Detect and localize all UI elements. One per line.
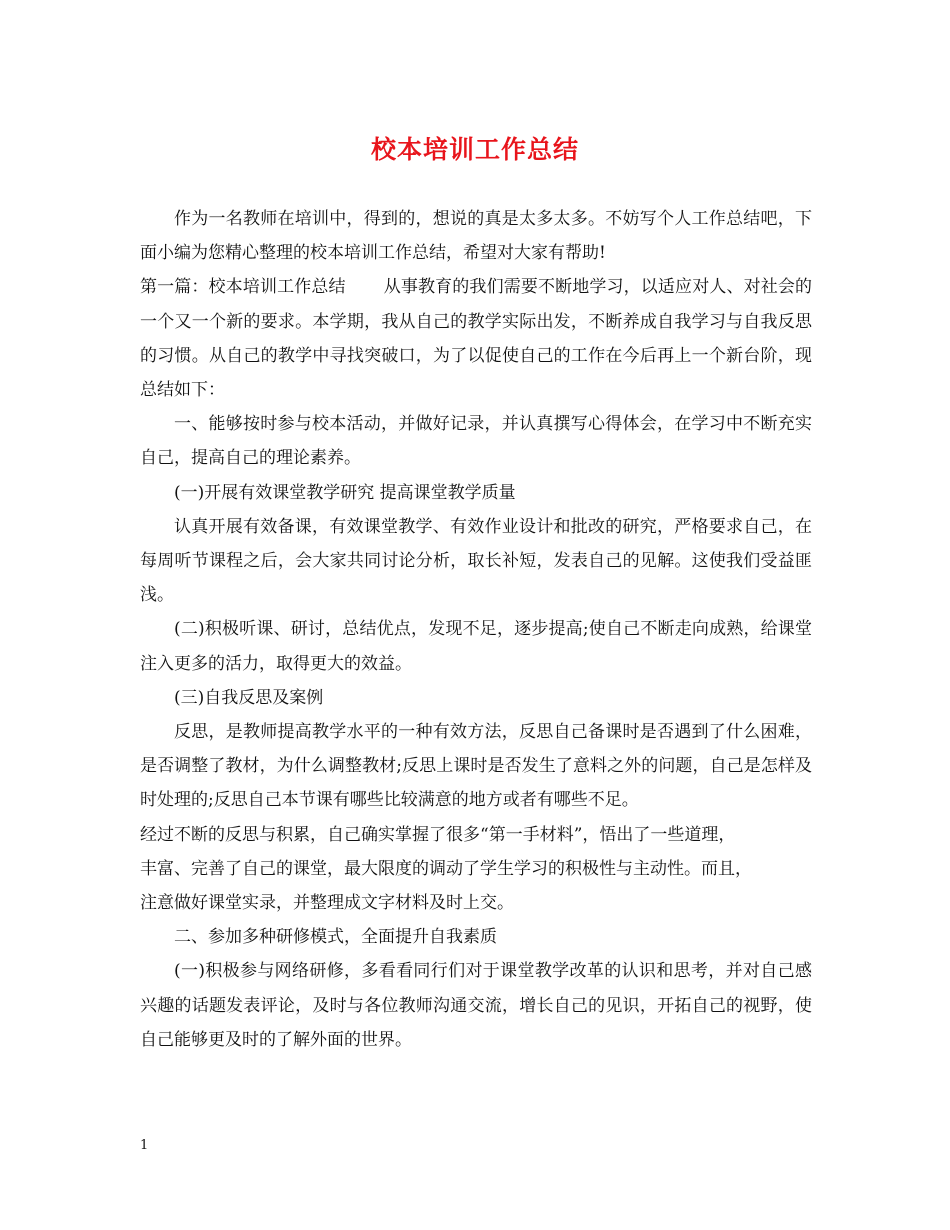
reflection-continuation-line: 注意做好课堂实录，并整理成文字材料及时上交。 [140, 893, 514, 914]
section-two-heading: 二、参加多种研修模式，全面提升自我素质 [174, 927, 497, 948]
page-number: 1 [140, 1138, 149, 1153]
network-research-paragraph: (一)积极参与网络研修，多看看同行们对于课堂教学改革的认识和思考，并对自己感兴趣的话题发表评论，及时与各位教师沟通交流，增长自己的见识，开拓自己的视野，使自己能够更及时的了解外面的世界。 [140, 961, 812, 1050]
reflection-paragraph: 反思，是教师提高教学水平的一种有效方法，反思自己备课时是否遇到了什么困难，是否调整了教材，为什么调整教材;反思上课时是否发生了意料之外的问题，自己是怎样及时处理的;反思自己本节课有哪些比较满意的地方或者有哪些不足。 [140, 722, 812, 811]
chapter-text: 从事教育的我们需要不断地学习，以适应对人、对社会的一个又一个新的要求。本学期，我从自己的教学实际出发，不断养成自我学习与自我反思的习惯。从自己的教学中寻找突破口，为了以促使自己的工作在今后再上一个新台阶，现总结如下： [140, 277, 813, 401]
subsection-two-paragraph: (二)积极听课、研讨，总结优点，发现不足，逐步提高;使自己不断走向成熟，给课堂注入更多的活力，取得更大的效益。 [140, 619, 812, 674]
subsection-three-heading: (三)自我反思及案例 [174, 687, 324, 708]
document-title: 校本培训工作总结 [370, 135, 579, 164]
reflection-continuation-line: 经过不断的反思与积累，自己确实掌握了很多“第一手材料”，悟出了一些道理， [140, 824, 736, 845]
chapter-paragraph [140, 270, 812, 407]
intro-paragraph: 作为一名教师在培训中，得到的，想说的真是太多太多。不妨写个人工作总结吧，下面小编为您精心整理的校本培训工作总结，希望对大家有帮助! [140, 209, 812, 264]
chapter-label: 第一篇：校本培训工作总结 [140, 277, 346, 298]
reflection-continuation-line: 丰富、完善了自己的课堂，最大限度的调动了学生学习的积极性与主动性。而且， [140, 858, 752, 879]
subsection-one-heading: (一)开展有效课堂教学研究 提高课堂教学质量 [174, 482, 516, 503]
effective-lesson-paragraph: 认真开展有效备课，有效课堂教学、有效作业设计和批改的研究，严格要求自己，在每周听节课程之后，会大家共同讨论分析，取长补短，发表自己的见解。这使我们受益匪浅。 [140, 516, 812, 606]
section-one-paragraph: 一、能够按时参与校本活动，并做好记录，并认真撰写心得体会，在学习中不断充实自己，提高自己的理论素养。 [140, 414, 812, 469]
document-body [140, 202, 812, 1057]
